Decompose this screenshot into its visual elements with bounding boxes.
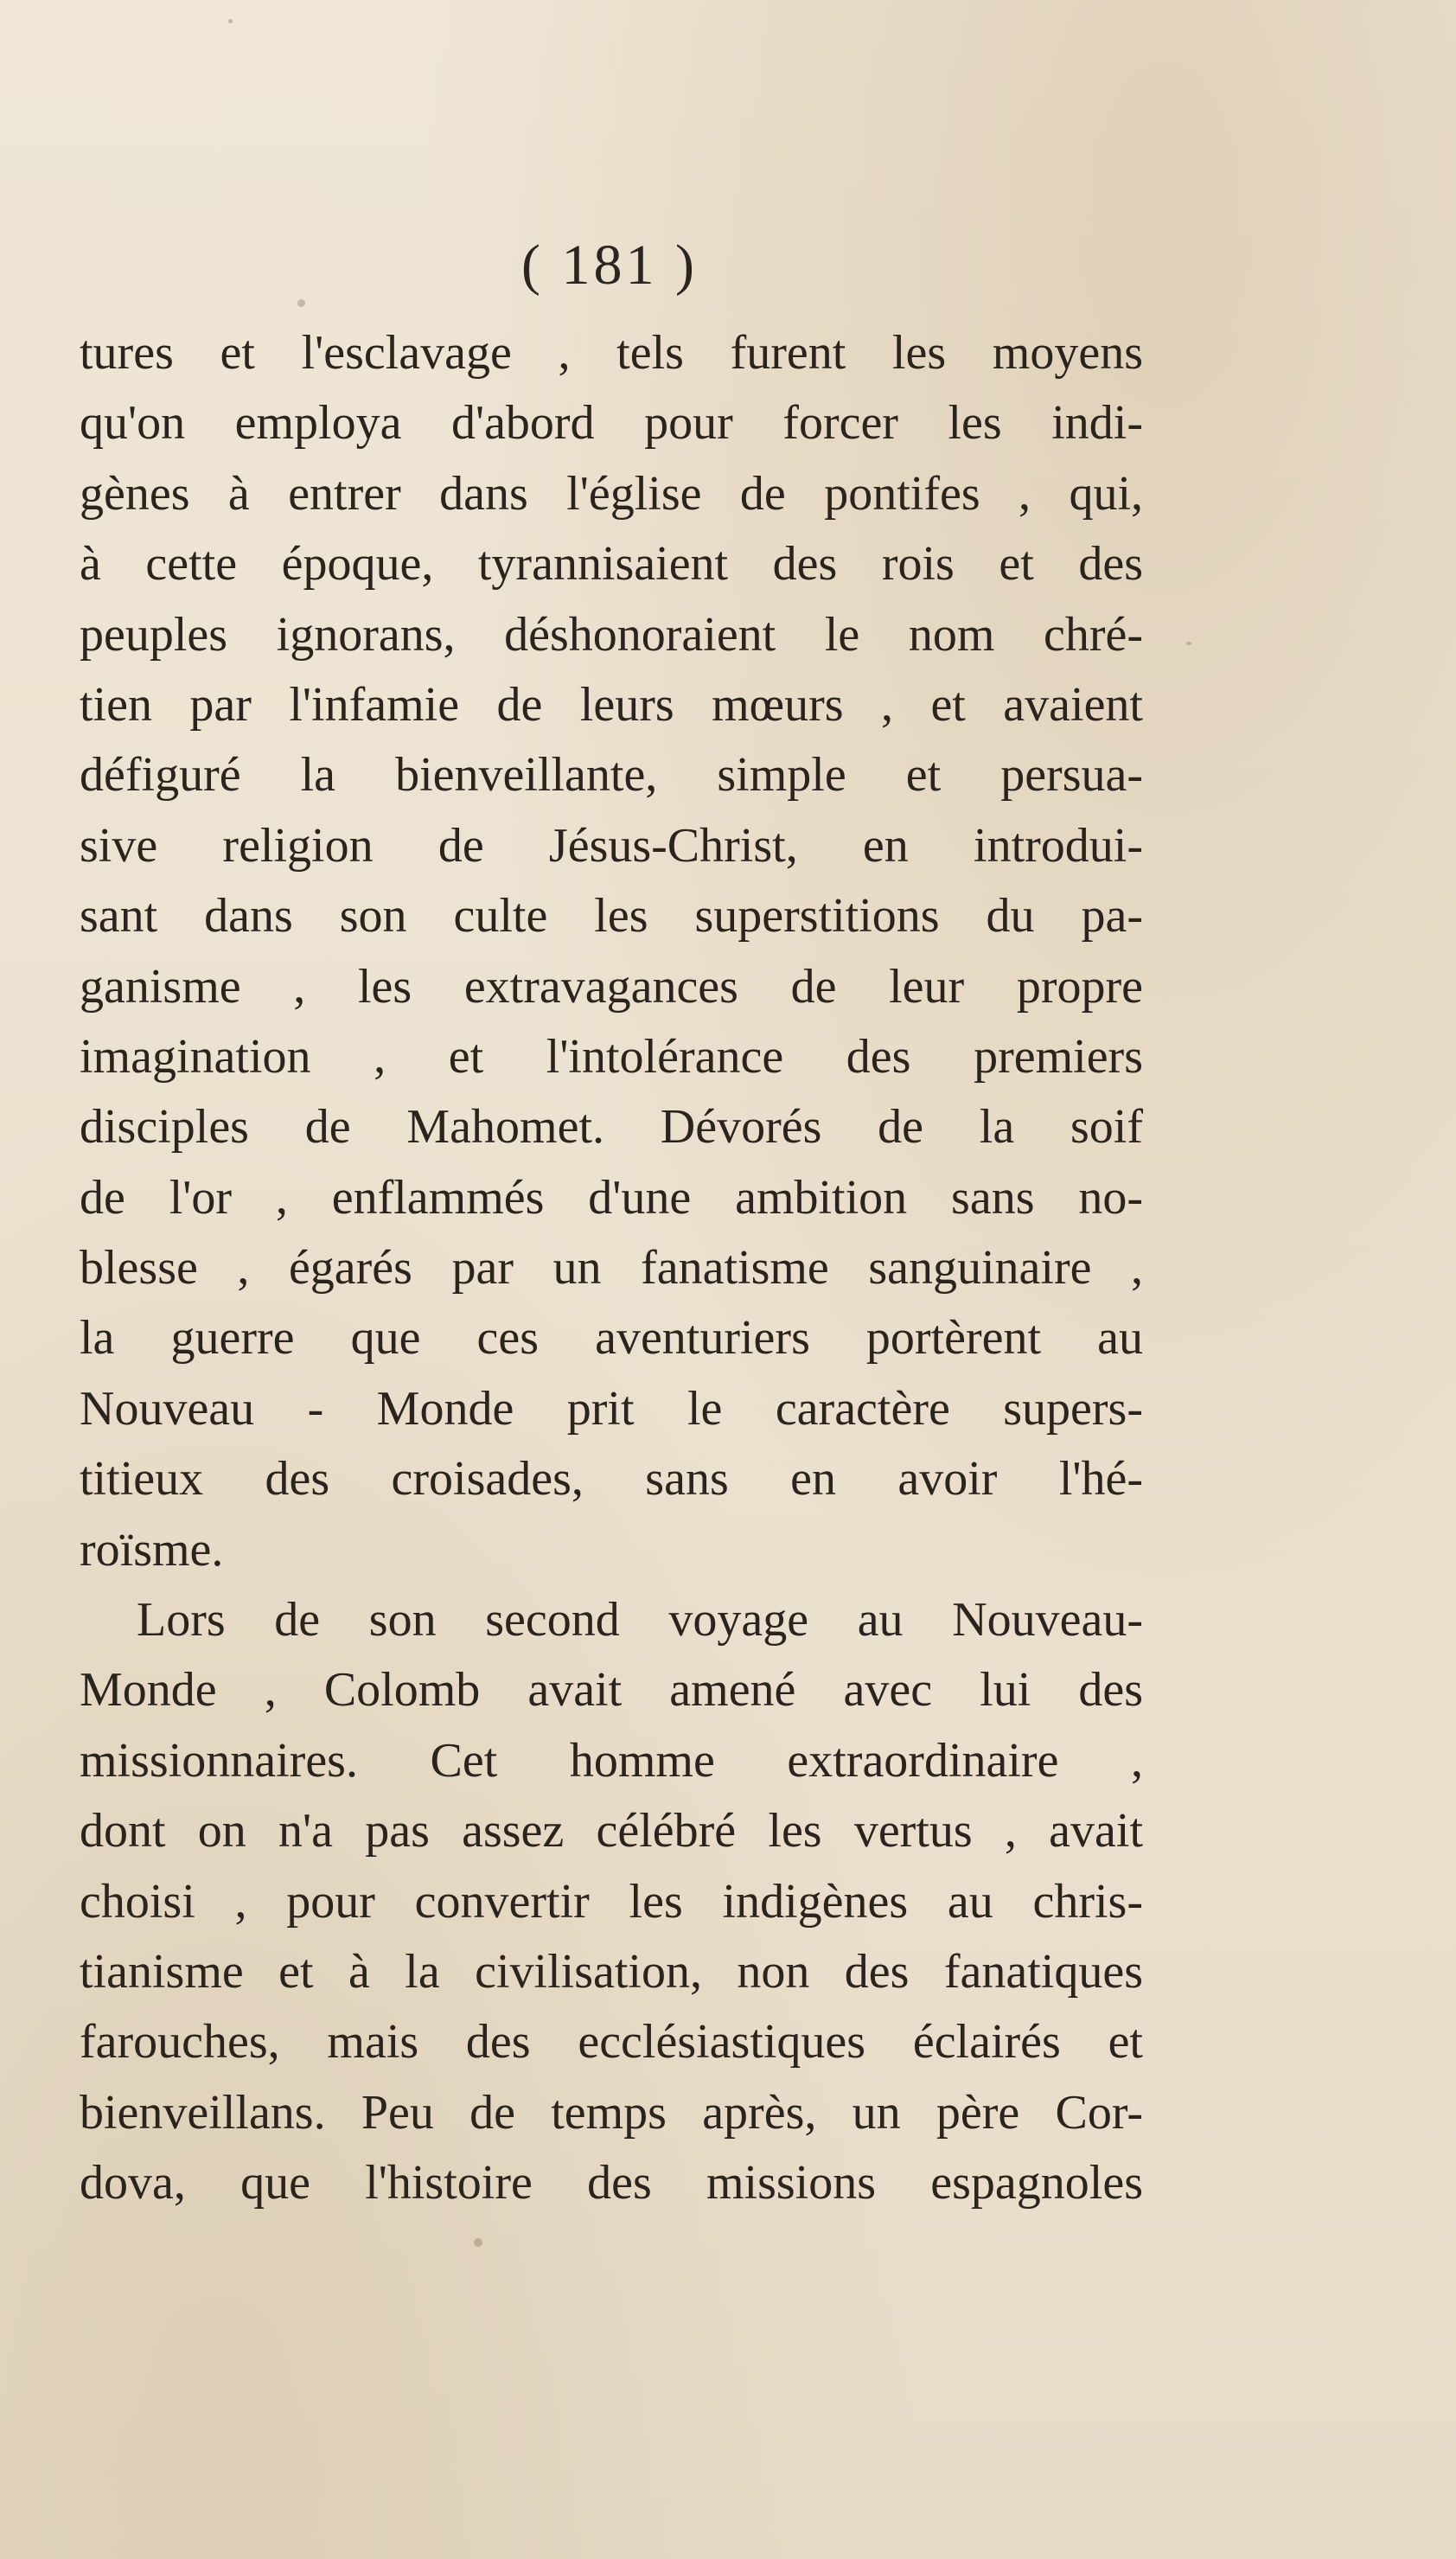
paper-speck [228,19,233,23]
text-line: sive religion de Jésus-Christ, en introdui- [80,818,1143,873]
text-line: qu'on employa d'abord pour forcer les indi- [80,396,1143,451]
text-line: sant dans son culte les superstitions du pa- [80,889,1143,944]
text-line: bienveillans. Peu de temps après, un père Cor- [80,2085,1143,2140]
text-line: gènes à entrer dans l'église de pontifes , qui, [80,466,1143,521]
text-line: imagination , et l'intolérance des premiers [80,1029,1143,1084]
paragraph-start-line: Lors de son second voyage au Nouveau- [137,1593,1143,1647]
text-line: à cette époque, tyrannisaient des rois et des [80,537,1143,592]
page-number: ( 181 ) [521,234,698,297]
paper-speck [474,2238,482,2247]
text-line: peuples ignorans, déshonoraient le nom chré- [80,607,1143,662]
text-line: disciples de Mahomet. Dévorés de la soif [80,1100,1143,1155]
text-line: dont on n'a pas assez célébré les vertus , avait [80,1804,1143,1858]
text-line: tures et l'esclavage , tels furent les moyens [80,326,1143,380]
text-line: Nouveau - Monde prit le caractère supers- [80,1381,1143,1436]
paragraph-end-line: roïsme. [80,1522,224,1577]
text-line: de l'or , enflammés d'une ambition sans no- [80,1170,1143,1225]
text-line: dova, que l'histoire des missions espagnoles [80,2156,1143,2210]
text-line: titieux des croisades, sans en avoir l'hé- [80,1452,1143,1507]
text-line: ganisme , les extravagances de leur propre [80,959,1143,1014]
text-line: farouches, mais des ecclésiastiques éclairés et [80,2015,1143,2070]
paper-speck [1186,642,1191,645]
body-text [80,318,1143,2219]
text-line: tien par l'infamie de leurs mœurs , et avaient [80,677,1143,732]
text-line: tianisme et à la civilisation, non des fanatiques [80,1944,1143,1999]
text-line: missionnaires. Cet homme extraordinaire , [80,1733,1143,1788]
text-line: blesse , égarés par un fanatisme sanguinaire , [80,1241,1143,1295]
paper-speck [297,299,305,307]
text-line: Monde , Colomb avait amené avec lui des [80,1663,1143,1718]
text-line: défiguré la bienveillante, simple et persua- [80,748,1143,803]
text-line: la guerre que ces aventuriers portèrent au [80,1311,1143,1366]
text-line: choisi , pour convertir les indigènes au chris- [80,1874,1143,1929]
